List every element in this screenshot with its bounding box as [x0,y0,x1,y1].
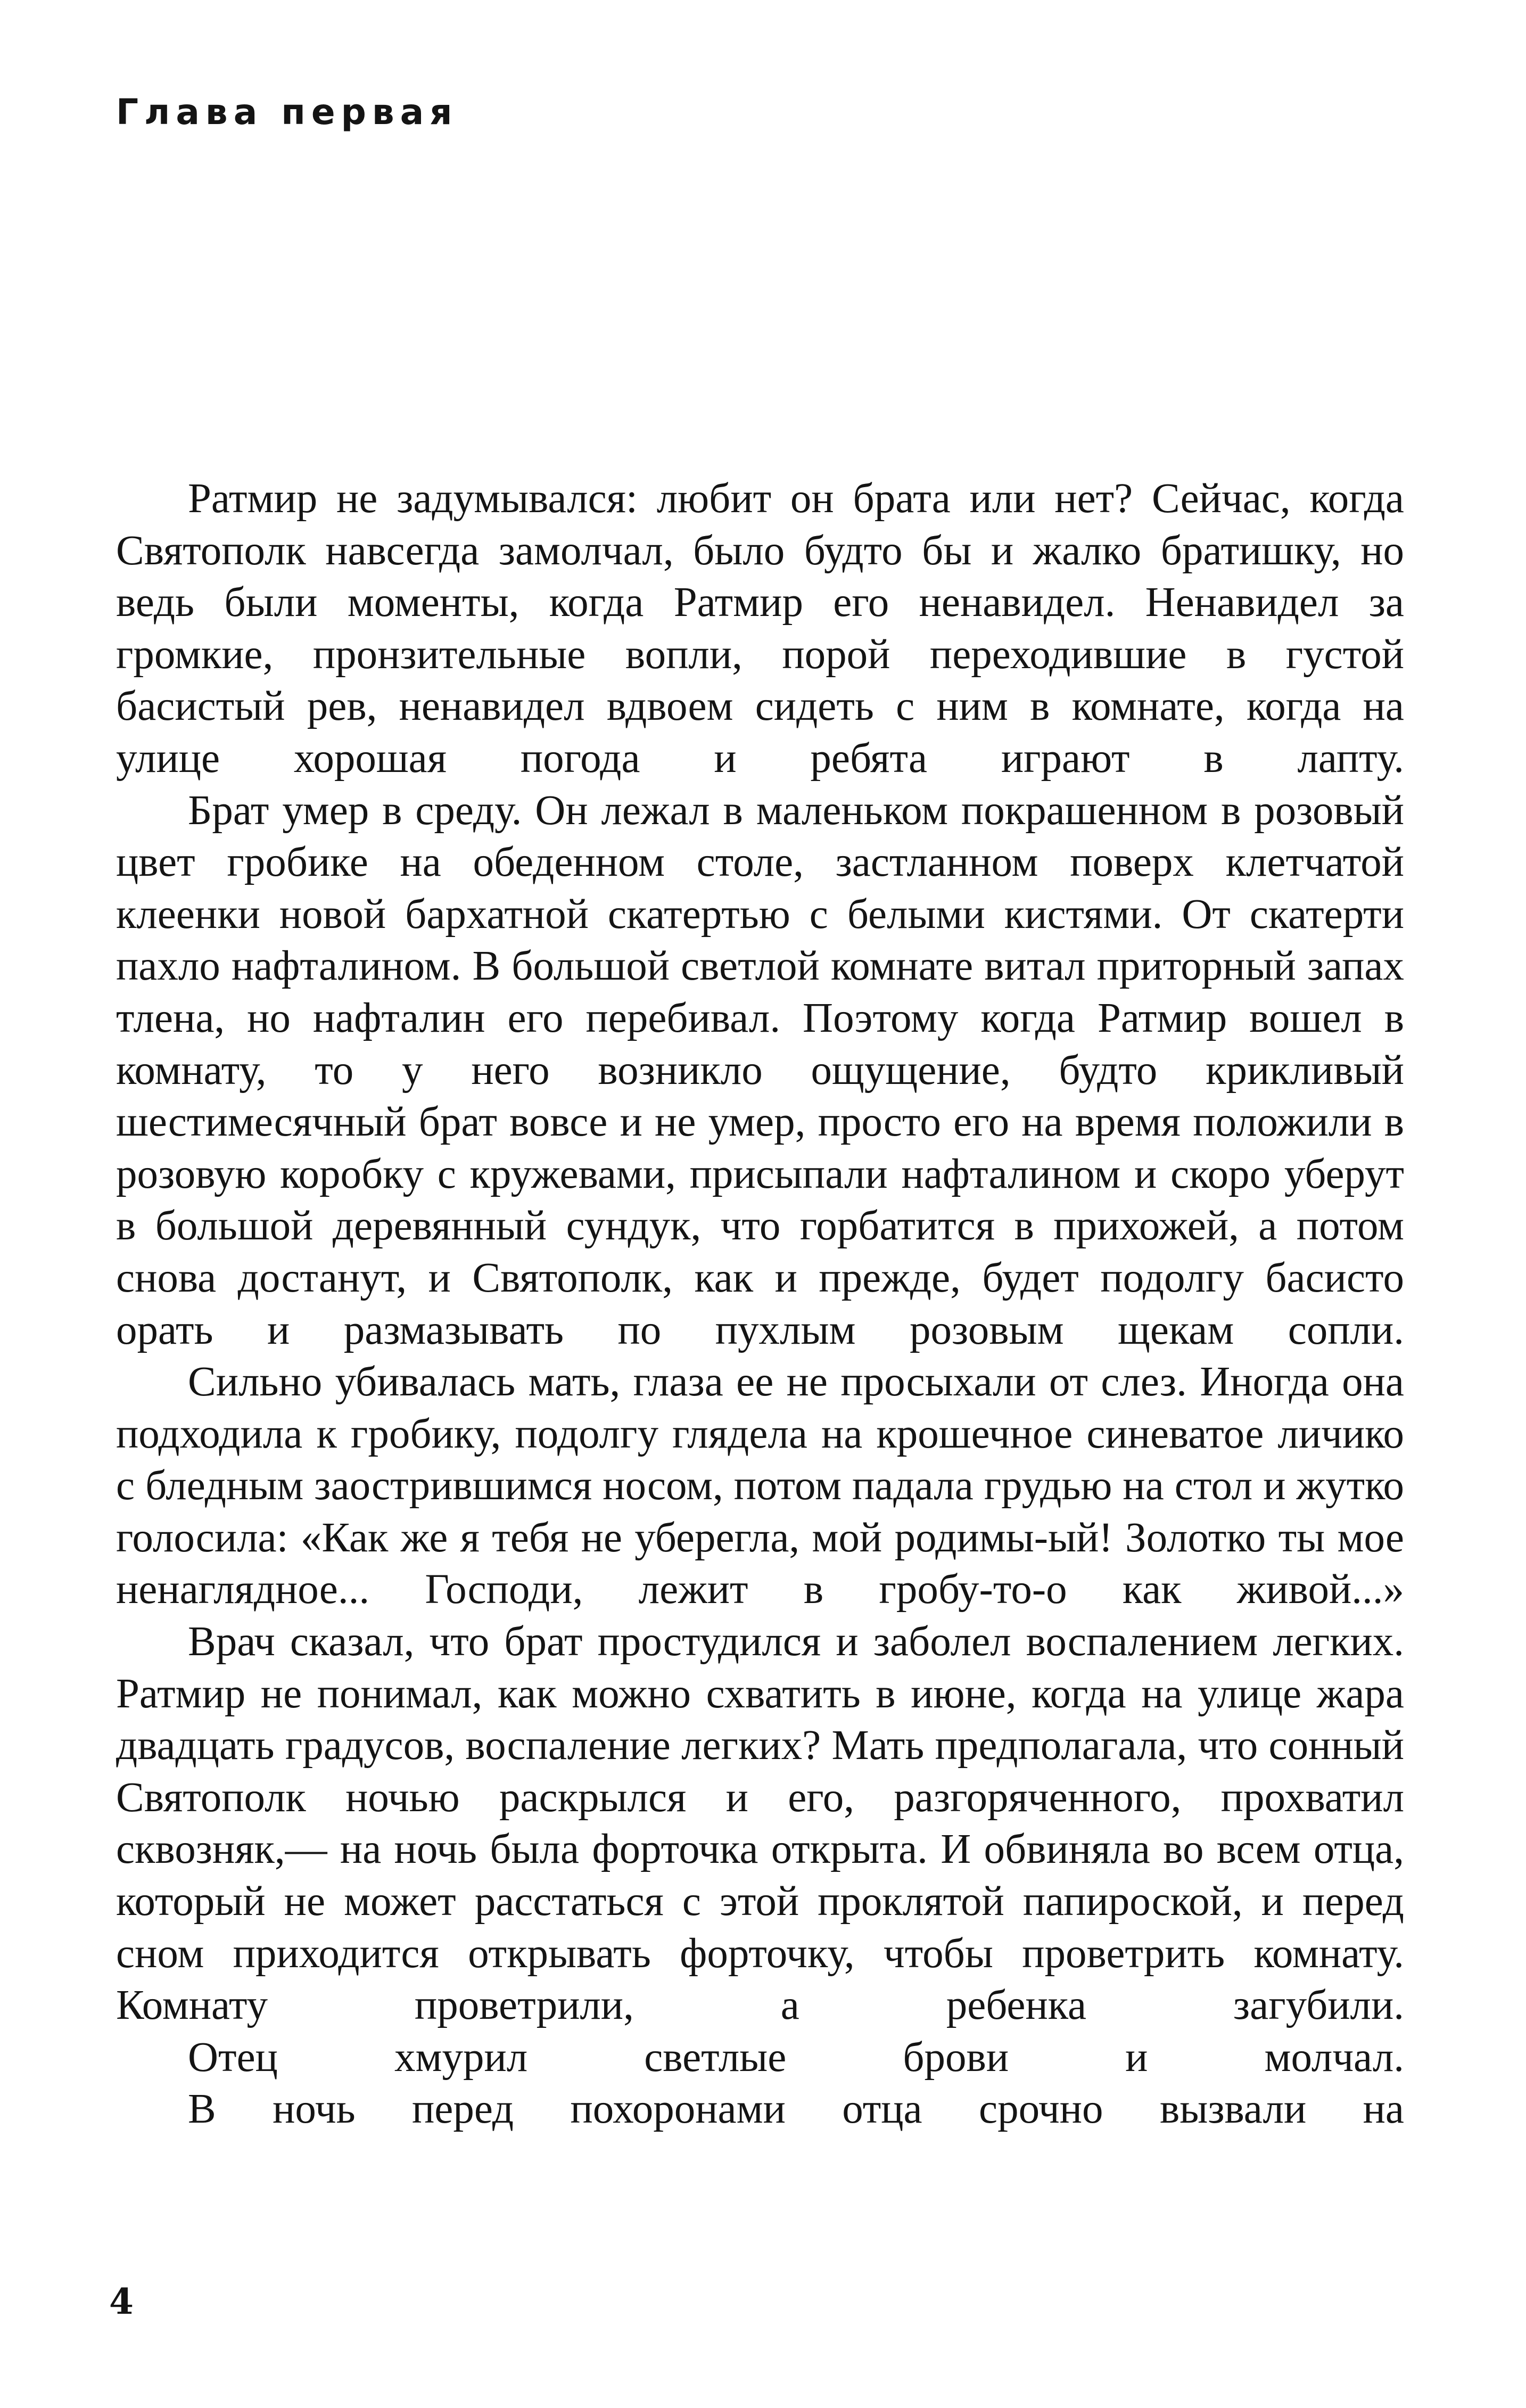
paragraph: Сильно убивалась мать, глаза ее не просыхали от слез. Иногда она подходила к гробику, подолгу глядела на крошечное синеватое личико с бледным заострившимся носом, потом падала грудью на стол и жутко голосила: «Как же я тебя не уберегла, мой родимы-ый! Золотко ты мое ненаглядное... Господи, лежит в гробу-то-о как живой...» [116,1359,1404,1613]
paragraph: Ратмир не задумывался: любит он брата или нет? Сейчас, когда Святополк навсегда замолчал, было будто бы и жалко братишку, но ведь были моменты, когда Ратмир его ненавидел. Ненавидел за громкие, пронзительные вопли, порой переходившие в густой басистый рев, ненавидел вдвоем сидеть с ним в комнате, когда на улице хорошая погода и ребята играют в лапту. [116,475,1404,782]
paragraph: Брат умер в среду. Он лежал в маленьком покрашенном в розовый цвет гробике на обеденном столе, застланном поверх клетчатой клеенки новой бархатной скатертью с белыми кистями. От скатерти пахло нафталином. В большой светлой комнате витал приторный запах тлена, но нафталин его перебивал. Поэтому когда Ратмир вошел в комнату, то у него возникло ощущение, будто крикливый шестимесячный брат вовсе и не умер, просто его на время положили в розовую коробку с кружевами, присыпали нафталином и скоро уберут в большой деревянный сундук, что горбатится в прихожей, а потом снова достанут, и Святополк, как и прежде, будет подолгу басисто орать и размазывать по пухлым розовым щекам сопли. [116,787,1404,1353]
page-number: 4 [109,2281,134,2322]
paragraph: В ночь перед похоронами отца срочно вызвали на [188,2086,1404,2133]
paragraph: Врач сказал, что брат простудился и заболел воспалением легких. Ратмир не понимал, как можно схватить в июне, когда на улице жара двадцать градусов, воспаление легких? Мать предполагала, что сонный Святополк ночью раскрылся и его, разгоряченного, прохватил сквозняк,— на ночь была форточка открыта. И обвиняла во всем отца, который не может расстаться с этой проклятой папироской, и перед сном приходится открывать форточку, чтобы проветрить комнату. Комнату проветрили, а ребенка загубили. [116,1618,1404,2029]
chapter-text [116,473,1404,2135]
paragraph: Отец хмурил светлые брови и молчал. [188,2034,1404,2081]
chapter-title: Глава первая [116,92,458,133]
